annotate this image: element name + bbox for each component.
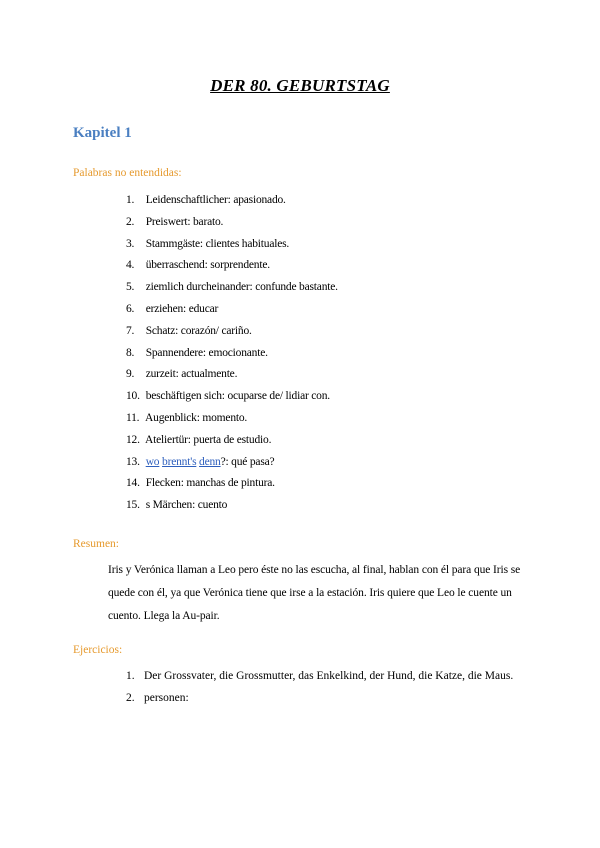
list-item: 7. Schatz: corazón/ cariño. (126, 324, 252, 337)
chapter-heading: Kapitel 1 (73, 125, 132, 141)
link-denn[interactable]: denn (199, 455, 221, 468)
vocab-list (126, 190, 338, 517)
list-item: 15. s Märchen: cuento (126, 499, 228, 512)
list-item: 10. beschäftigen sich: ocuparse de/ lidiar con. (126, 390, 330, 403)
link-wo[interactable]: wo (145, 455, 160, 468)
list-item: 14. Flecken: manchas de pintura. (126, 477, 275, 490)
list-item: 3. Stammgäste: clientes habituales. (126, 237, 290, 250)
summary-paragraph: Iris y Verónica llaman a Leo pero éste no las escucha, al final, hablan con él para que Iris se quede con él, ya que Verónica tiene que irse a la estación. Iris quiere que Leo le cuente un cuento. Llega la Au-pair. (108, 564, 521, 622)
vocab-heading: Palabras no entendidas: (73, 167, 182, 179)
list-item: 9. zurzeit: actualmente. (126, 368, 238, 381)
list-item: 2. Preiswert: barato. (126, 215, 224, 228)
list-item: 12. Ateliertür: puerta de estudio. (126, 433, 272, 446)
summary-heading: Resumen: (73, 538, 119, 550)
list-item: 1. Der Grossvater, die Grossmutter, das Enkelkind, der Hund, die Katze, die Maus. (126, 670, 514, 682)
list-item: 13. wo brennt's denn?: qué pasa? (126, 455, 275, 468)
list-item: 4. überraschend: sorprendente. (126, 259, 270, 272)
list-item: 2. personen: (126, 692, 189, 704)
document-title: DER 80. GEBURTSTAG (210, 76, 390, 95)
list-item: 8. Spannendere: emocionante. (126, 346, 268, 359)
link-brennts[interactable]: brennt's (162, 455, 197, 468)
list-item: 6. erziehen: educar (126, 302, 219, 315)
list-item: 5. ziemlich durcheinander: confunde bastante. (126, 281, 338, 294)
list-item: 11. Augenblick: momento. (126, 411, 248, 424)
exercises-heading: Ejercicios: (73, 644, 123, 656)
list-item: 1. Leidenschaftlicher: apasionado. (126, 194, 286, 206)
exercises-list (126, 665, 528, 709)
